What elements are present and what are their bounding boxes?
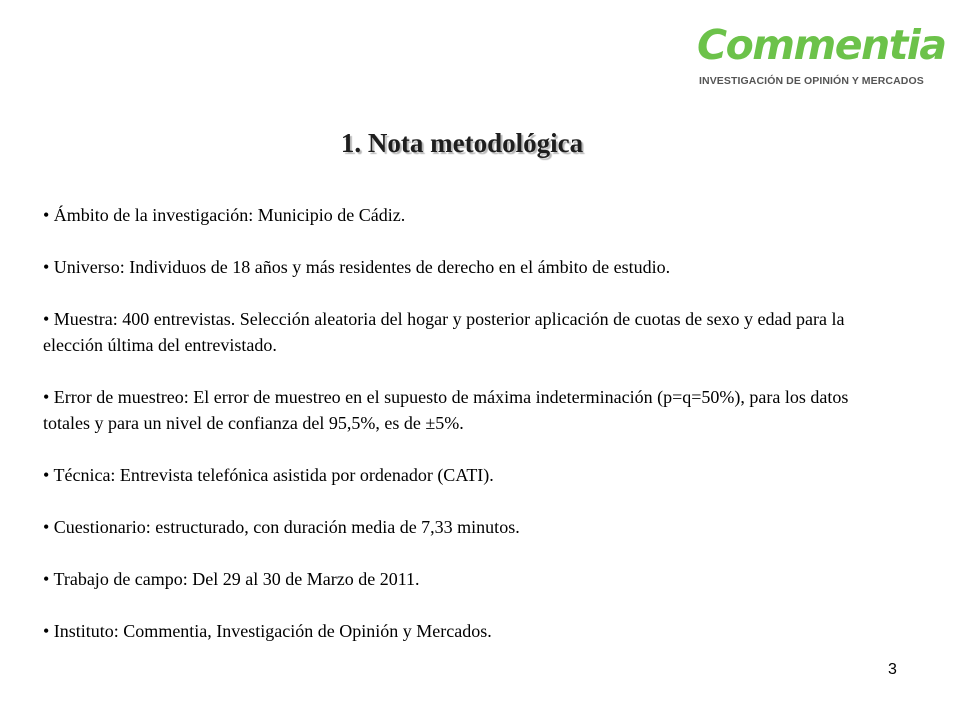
logo-tagline: INVESTIGACIÓN DE OPINIÓN Y MERCADOS: [699, 75, 924, 87]
logo-wordmark: Commentia: [697, 21, 946, 69]
slide-title: 1. Nota metodológica: [340, 128, 584, 158]
list-item-fieldwork: • Trabajo de campo: Del 29 al 30 de Marzo de 2011.: [43, 569, 420, 589]
commentia-logo: [693, 21, 946, 92]
list-item-questionnaire: • Cuestionario: estructurado, con duración media de 7,33 minutos.: [43, 517, 520, 537]
list-item-technique: • Técnica: Entrevista telefónica asistida por ordenador (CATI).: [43, 465, 494, 485]
list-item-sample: • Muestra: 400 entrevistas. Selección aleatoria del hogar y posterior aplicación de cuotas de sexo y edad para la elección última del entrevistado.: [43, 309, 845, 355]
list-item-scope: • Ámbito de la investigación: Municipio de Cádiz.: [43, 205, 406, 225]
page-number: 3: [888, 661, 897, 678]
list-item-universe: • Universo: Individuos de 18 años y más residentes de derecho en el ámbito de estudio.: [43, 257, 671, 277]
methodology-list: [43, 202, 893, 670]
list-item-sampling-error: • Error de muestreo: El error de muestreo en el supuesto de máxima indeterminación (p=q=50%), para los datos totales y para un nivel de confianza del 95,5%, es de ±5%.: [43, 387, 849, 433]
list-item-institute: • Instituto: Commentia, Investigación de Opinión y Mercados.: [43, 621, 492, 641]
